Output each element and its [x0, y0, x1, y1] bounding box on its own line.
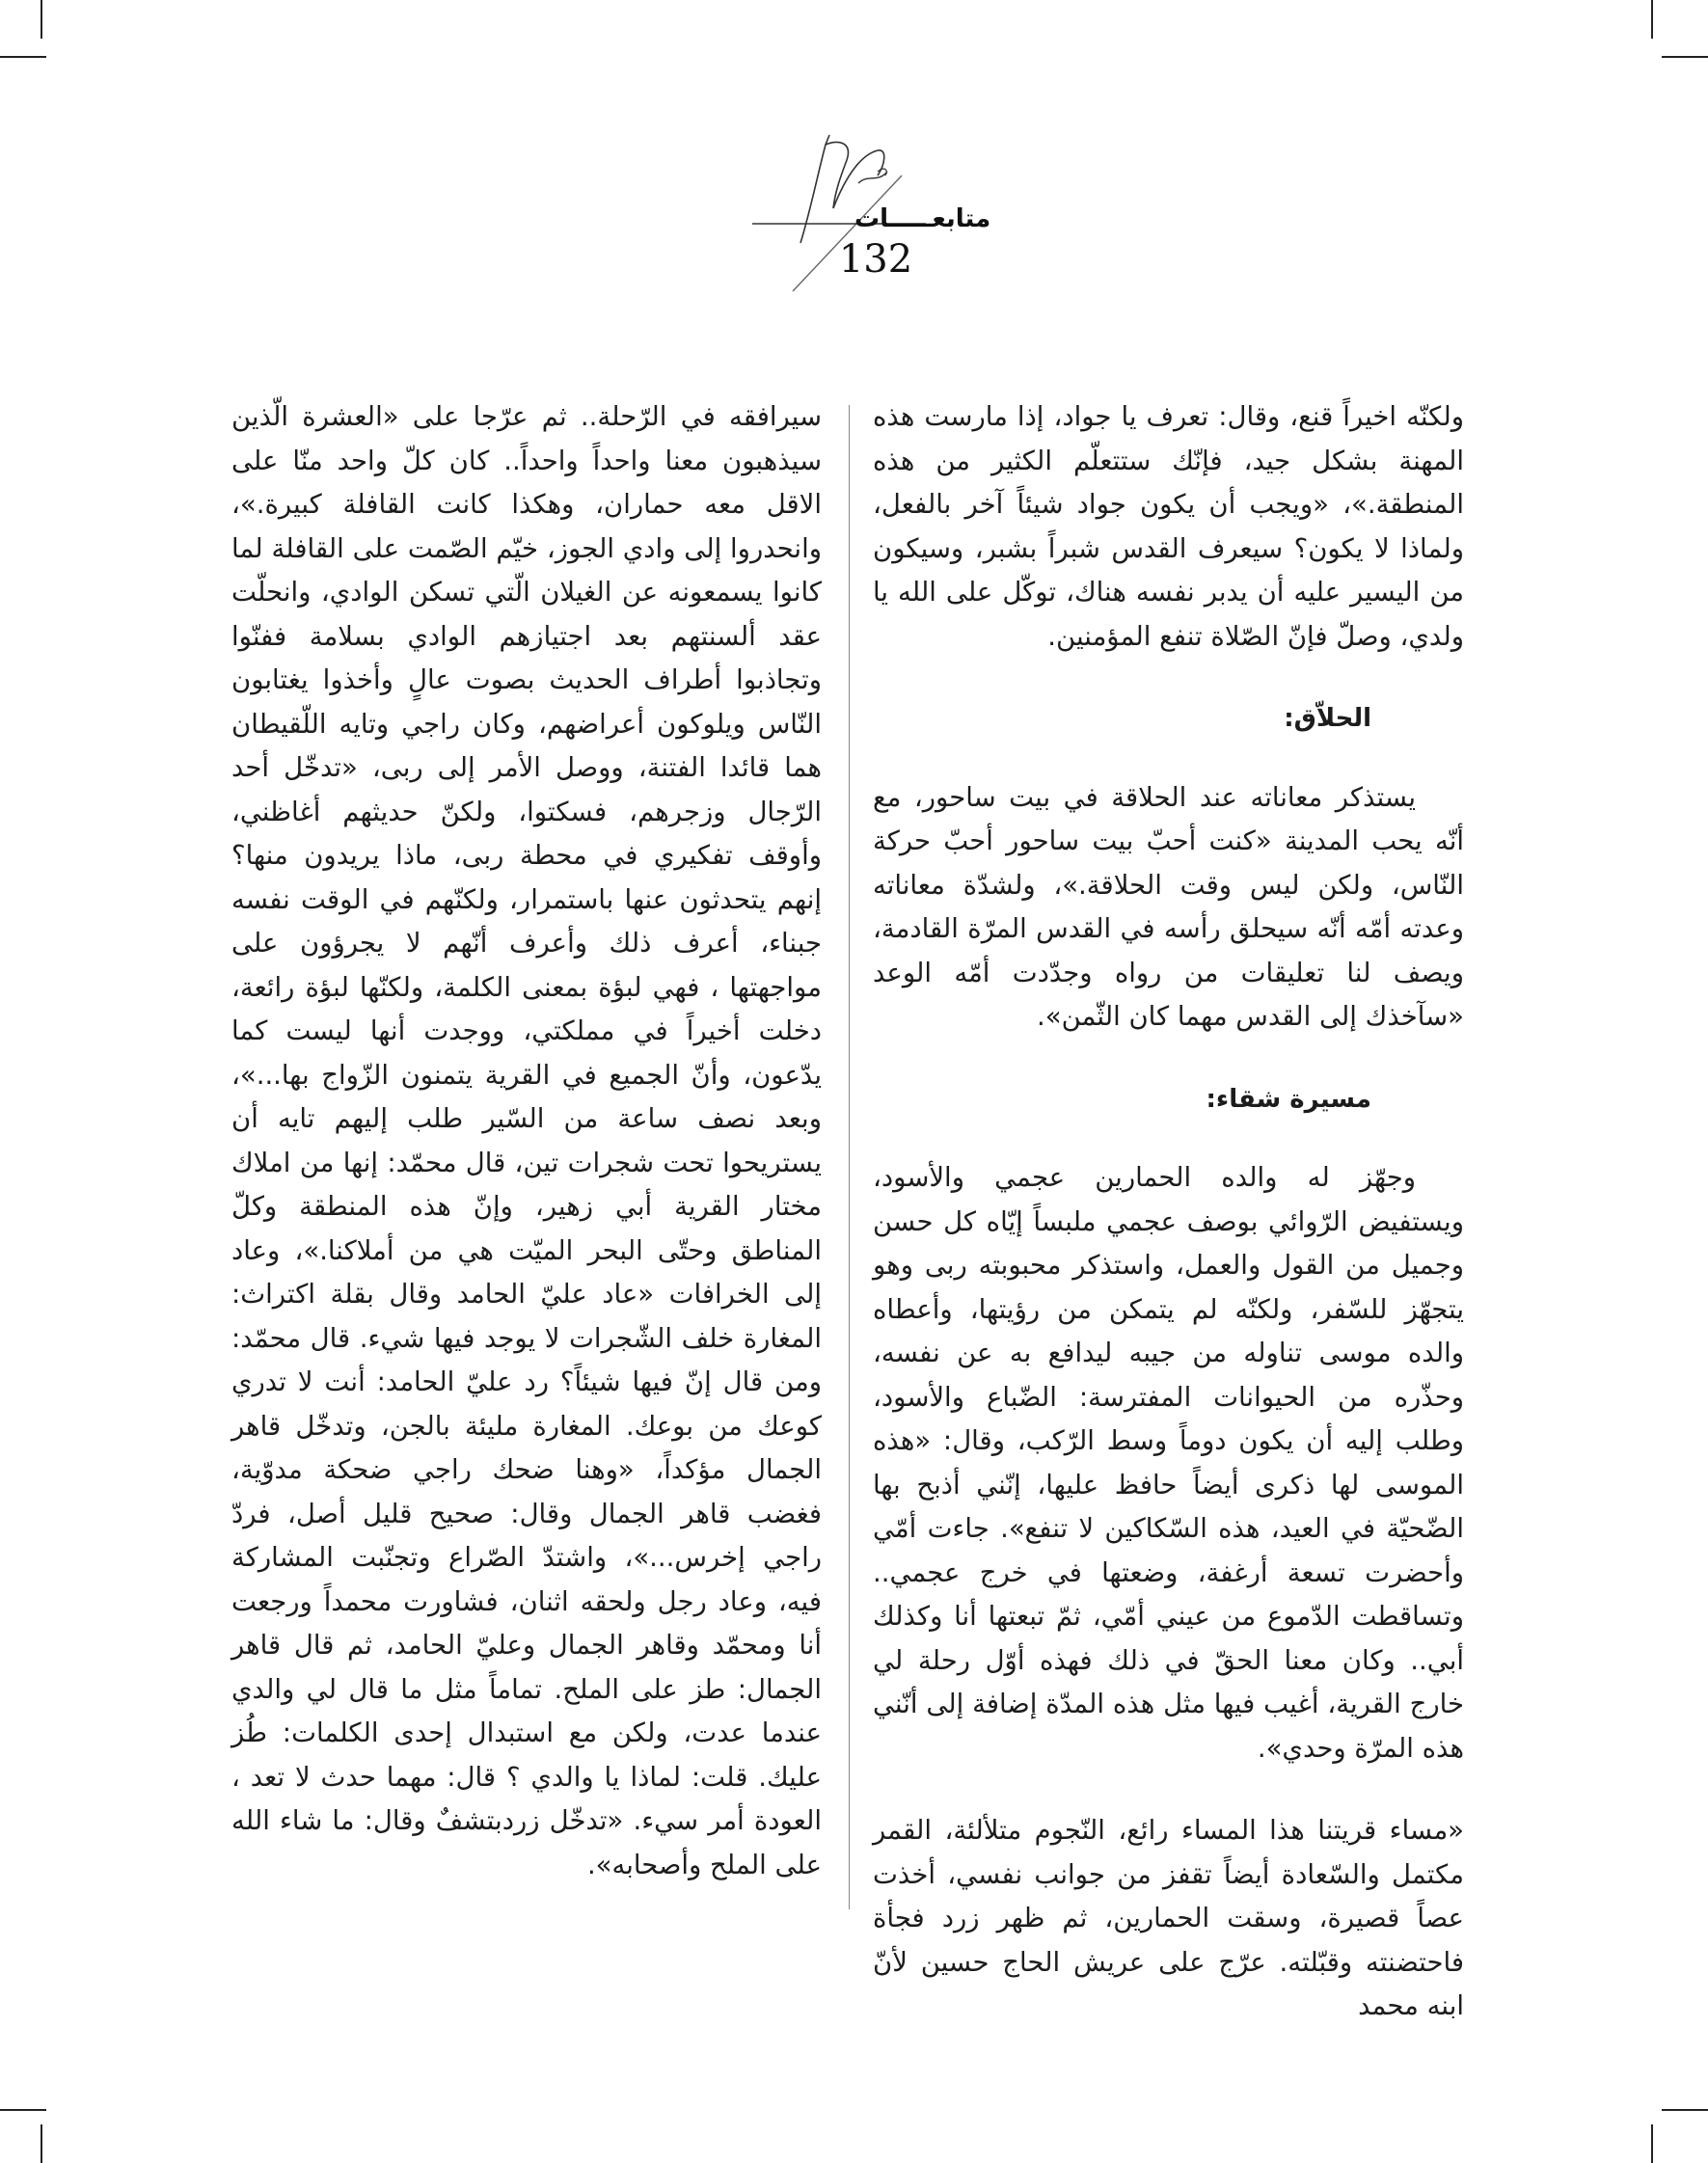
page-number: 132	[838, 237, 913, 282]
crop-mark	[1662, 56, 1708, 58]
subheading: الحلاّق:	[1284, 704, 1371, 733]
right-column	[873, 395, 1464, 2029]
page-header	[675, 116, 1080, 299]
paragraph: ولكنّه اخيراً قنع، وقال: تعرف يا جواد، إذا مارست هذه المهنة بشكل جيد، فإنّك ستتعلّم الكثير من هذه المنطقة.»، «ويجب أن يكون جواد شيئاً آخر بالفعل، ولماذا لا يكون؟ سيعرف القدس شبراً بشبر، وسيكون من اليسير عليه أن يدبر نفسه هناك، توكّل على الله يا ولدي، وصلّ فإنّ الصّلاة تنفع المؤمنين.	[873, 401, 1464, 652]
crop-mark	[1662, 2109, 1708, 2111]
crop-mark	[41, 0, 42, 39]
paragraph: سيرافقه في الرّحلة.. ثم عرّجا على «العشرة الّذين سيذهبون معنا واحداً واحداً.. كان كلّ واحد منّا على الاقل معه حماران، وهكذا كانت القافلة كبيرة.»، وانحدروا إلى وادي الجوز، خيّم الصّمت على القافلة لما كانوا يسمعونه عن الغيلان الّتي تسكن الوادي، وانحلّت عقد ألسنتهم بعد اجتيازهم الوادي بسلامة ففنّوا وتجاذبوا أطراف الحديث بصوت عالٍ وأخذوا يغتابون النّاس ويلوكون أعراضهم، وكان راجي وتايه اللّقيطان هما قائدا الفتنة، ووصل الأمر إلى ربى، «تدخّل أحد الرّجال وزجرهم، فسكتوا، ولكنّ حديثهم أغاظني، وأوقف تفكيري في محطة ربى، ماذا يريدون منها؟ إنهم يتحدثون عنها باستمرار، ولكنّهم في الوقت نفسه جبناء، أعرف ذلك وأعرف أنّهم لا يجرؤون على مواجهتها ، فهي لبؤة بمعنى الكلمة، ولكنّها لبؤة رائعة، دخلت أخيراً في مملكتي، ووجدت أنها ليست كما يدّعون، وأنّ الجميع في القرية يتمنون الزّواج بها...»، وبعد نصف ساعة من السّير طلب إليهم تايه أن يستريحوا تحت شجرات تين، قال محمّد: إنها من املاك مختار القرية أبي زهير، وإنّ هذه المنطقة وكلّ المناطق وحتّى البحر الميّت هي من أملاكنا.»، وعاد إلى الخرافات «عاد عليّ الحامد وقال بقلة اكتراث: المغارة خلف الشّجرات لا يوجد فيها شيء. قال محمّد: ومن قال إنّ فيها شيئاً؟ رد عليّ الحامد: أنت لا تدري كوعك من بوعك. المغارة مليئة بالجن، وتدخّل قاهر الجمال مؤكداً، «وهنا ضحك راجي ضحكة مدوّية، فغضب قاهر الجمال وقال: صحيح قليل أصل، فردّ راجي إخرس...»، واشتدّ الصّراع وتجنّبت المشاركة فيه، وعاد رجل ولحقه اثنان، فشاورت محمداً ورجعت أنا ومحمّد وقاهر الجمال وعليّ الحامد، ثم قال قاهر الجمال: طز على الملح. تماماً مثل ما قال لي والدي عندما عدت، ولكن مع استبدال إحدى الكلمات: طُز عليك. قلت: لماذا يا والدي ؟ قال: مهما حدث لا تعد ، العودة أمر سيء. «تدخّل زردبتشفٌ وقال: ما شاء الله على الملح وأصحابه».	[231, 401, 822, 1880]
crop-mark	[0, 56, 46, 58]
paragraph: وجهّز له والده الحمارين عجمي والأسود، ويستفيض الرّوائي بوصف عجمي ملبساً إيّاه كل حسن وجميل من القول والعمل، واستذكر محبوبته ربى وهو يتجهّز للسّفر، ولكنّه لم يتمكن من رؤيتها، وأعطاه والده موسى تناوله من جيبه ليدافع به عن نفسه، وحذّره من الحيوانات المفترسة: الضّباع والأسود، وطلب إليه أن يكون دوماً وسط الرّكب، وقال: «هذه الموسى لها ذكرى أيضاً حافظ عليها، إنّني أذبح بها الضّحيّة في العيد، هذه السّكاكين لا تنفع». جاءت أمّي وأحضرت تسعة أرغفة، وضعتها في خرج عجمي.. وتساقطت الدّموع من عيني أمّي، ثمّ تبعتها أنا وكذلك أبي.. وكان معنا الحقّ في ذلك فهذه أوّل رحلة لي خارج القرية، أغيب فيها مثل هذه المدّة إضافة إلى أنّني هذه المرّة وحدي».	[873, 1162, 1464, 1764]
section-label: متابعـــــات	[854, 204, 991, 233]
crop-mark	[41, 2124, 42, 2163]
paragraph: يستذكر معاناته عند الحلاقة في بيت ساحور، مع أنّه يحب المدينة «كنت أحبّ بيت ساحور أحبّ حركة النّاس، ولكن ليس وقت الحلاقة.»، ولشدّة معاناته وعدته أمّه أنّه سيحلق رأسه في القدس المرّة القادمة، ويصف لنا تعليقات من رواه وجدّدت أمّه الوعد «سآخذك إلى القدس مهما كان الثّمن».	[873, 781, 1464, 1032]
left-column	[231, 395, 822, 1887]
subheading: مسيرة شقاء:	[1206, 1084, 1371, 1114]
paragraph: «مساء قريتنا هذا المساء رائع، النّجوم متلألئة، القمر مكتمل والسّعادة أيضاً تقفز من جوانب نفسي، أخذت عصاً قصيرة، وسقت الحمارين، ثم ظهر زرد فجأة فاحتضنته وقبّلته. عرّج على عريش الحاج حسين لأنّ ابنه محمد	[873, 1815, 1464, 2021]
crop-mark	[0, 2109, 46, 2111]
crop-mark	[1651, 0, 1653, 39]
crop-mark	[1651, 2124, 1653, 2163]
column-divider	[849, 405, 850, 1909]
